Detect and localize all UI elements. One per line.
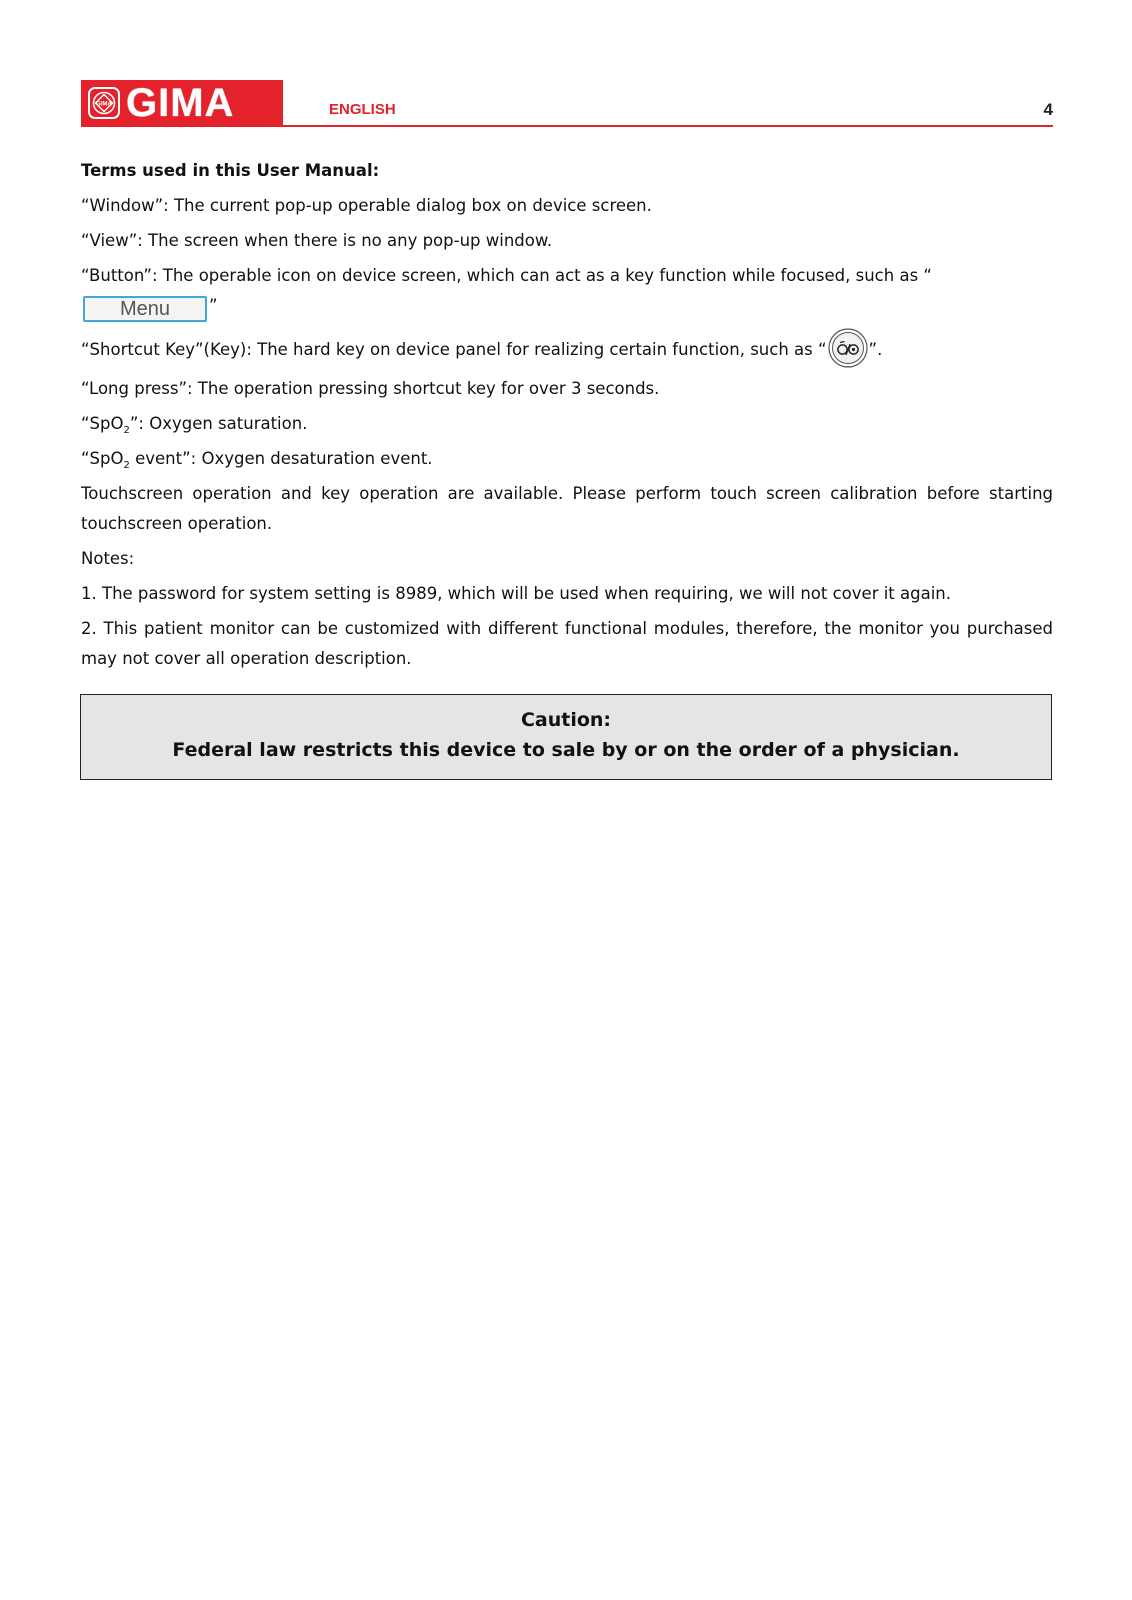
term-spo2-prefix: “SpO [81,414,124,433]
caution-title: Caution: [520,709,612,731]
page-header [81,80,1053,127]
alarm-silence-key-icon [827,327,869,369]
term-spo2-event-sub: 2 [123,460,130,471]
term-long-press: “Long press”: The operation pressing shortcut key for over 3 seconds. [81,379,660,398]
page-number: 4 [1043,100,1053,119]
gima-logo [81,80,283,126]
term-button-close: ” [209,296,218,315]
gima-emblem-icon [88,87,120,119]
term-button-text: “Button”: The operable icon on device screen, which can act as a key function while focused, such as “ [81,266,932,285]
term-spo2-sub: 2 [123,425,130,436]
term-spo2-event-prefix: “SpO [81,449,124,468]
caution-text: Federal law restricts this device to sale by or on the order of a physician. [172,739,960,761]
caution-box [80,694,1052,780]
note-2: 2. This patient monitor can be customized with different functional modules, therefore, the monitor you purchased may not cover all operation description. [81,619,1053,668]
notes-label: Notes: [81,549,135,568]
term-shortcut-key [81,327,1053,369]
term-view: “View”: The screen when there is no any pop-up window. [81,231,553,250]
term-button [81,261,1053,322]
language-label: ENGLISH [329,101,396,118]
manual-content [81,156,1053,679]
term-window: “Window”: The current pop-up operable dialog box on device screen. [81,196,652,215]
touchscreen-paragraph: Touchscreen operation and key operation are available. Please perform touch screen calibration before starting touchscreen operation. [81,484,1053,533]
term-shortcut-close: ”. [868,340,883,359]
term-spo2-event [81,444,1053,474]
note-1: 1. The password for system setting is 8989, which will be used when requiring, we will not cover it again. [81,584,952,603]
term-shortcut-text: “Shortcut Key”(Key): The hard key on device panel for realizing certain function, such as “ [81,340,827,359]
logo-emblem-text: GIMA [96,101,112,108]
term-spo2-suffix: ”: Oxygen saturation. [129,414,308,433]
menu-button-sample: Menu [83,296,207,322]
logo-text: GIMA [126,81,235,125]
term-spo2 [81,409,1053,439]
term-spo2-event-suffix: event”: Oxygen desaturation event. [129,449,433,468]
header-divider [81,125,1053,127]
section-heading: Terms used in this User Manual: [81,161,380,180]
